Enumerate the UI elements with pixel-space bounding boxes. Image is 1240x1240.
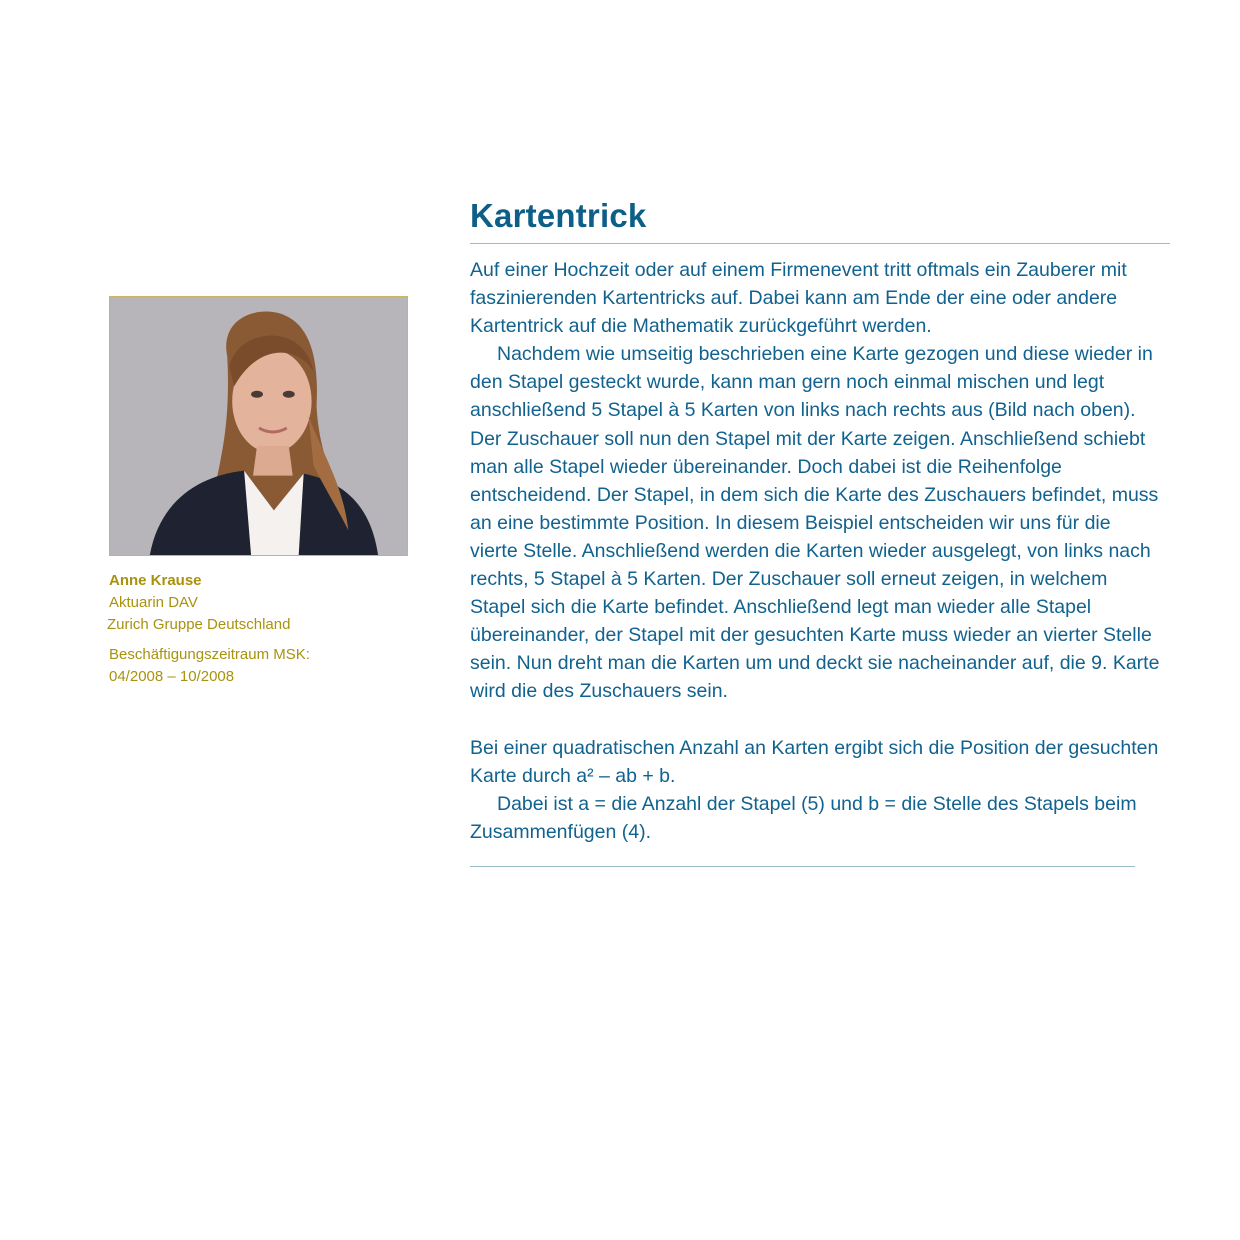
title-divider [470,243,1170,244]
article-column [470,196,1170,867]
article-paragraph-formula: Bei einer quadratischen Anzahl an Karten ergibt sich die Position der gesuchten Karte durch a² – ab + b. [470,736,1159,787]
article-paragraph-variables: Dabei ist a = die Anzahl der Stapel (5) und b = die Stelle des Stapels beim Zusammenfügen (4). [470,792,1137,843]
author-name: Anne Krause [109,572,202,589]
author-portrait [109,296,408,556]
employment-period: 04/2008 – 10/2008 [109,668,235,685]
article-title: Kartentrick [470,197,647,234]
author-portrait-image [110,297,407,555]
bottom-divider [470,866,1135,867]
author-column [109,296,419,688]
article-body [470,256,1160,846]
article-paragraph-trick: Nachdem wie umseitig beschrieben eine Karte gezogen und diese wieder in den Stapel gesteckt wurde, kann man gern noch einmal mischen und legt anschließend 5 Stapel à 5 Karten von links nach rechts aus (Bild nach oben). Der Zuschauer soll nun den Stapel mit der Karte zeigen. Anschließend schiebt man alle Stapel wieder übereinander. Doch dabei ist die Reihenfolge entscheidend. Der Stapel, in dem sich die Karte des Zuschauers befindet, muss an eine bestimmte Position. In diesem Beispiel entscheiden wir uns für die vierte Stelle. Anschließend werden die Karten wieder ausgelegt, von links nach rechts, 5 Stapel à 5 Karten. Der Zuschauer soll erneut zeigen, in welchem Stapel sich die Karte befindet. Anschließend legt man wieder alle Stapel übereinander, der Stapel mit der gesuchten Karte muss wieder an vierter Stelle sein. Nun dreht man die Karten um und deckt sie nacheinander auf, die 9. Karte wird die des Zuschauers sein. [470,343,1160,703]
author-employer: Zurich Gruppe Deutschland [107,616,291,633]
employment-period-label: Beschäftigungszeitraum MSK: [109,646,310,663]
article-paragraph-intro: Auf einer Hochzeit oder auf einem Firmenevent tritt oftmals ein Zauberer mit faszinierenden Kartentricks auf. Dabei kann am Ende der eine oder andere Kartentrick auf die Mathematik zurückgeführt werden. [470,259,1127,338]
author-role: Aktuarin DAV [109,594,198,611]
author-caption [109,570,419,688]
